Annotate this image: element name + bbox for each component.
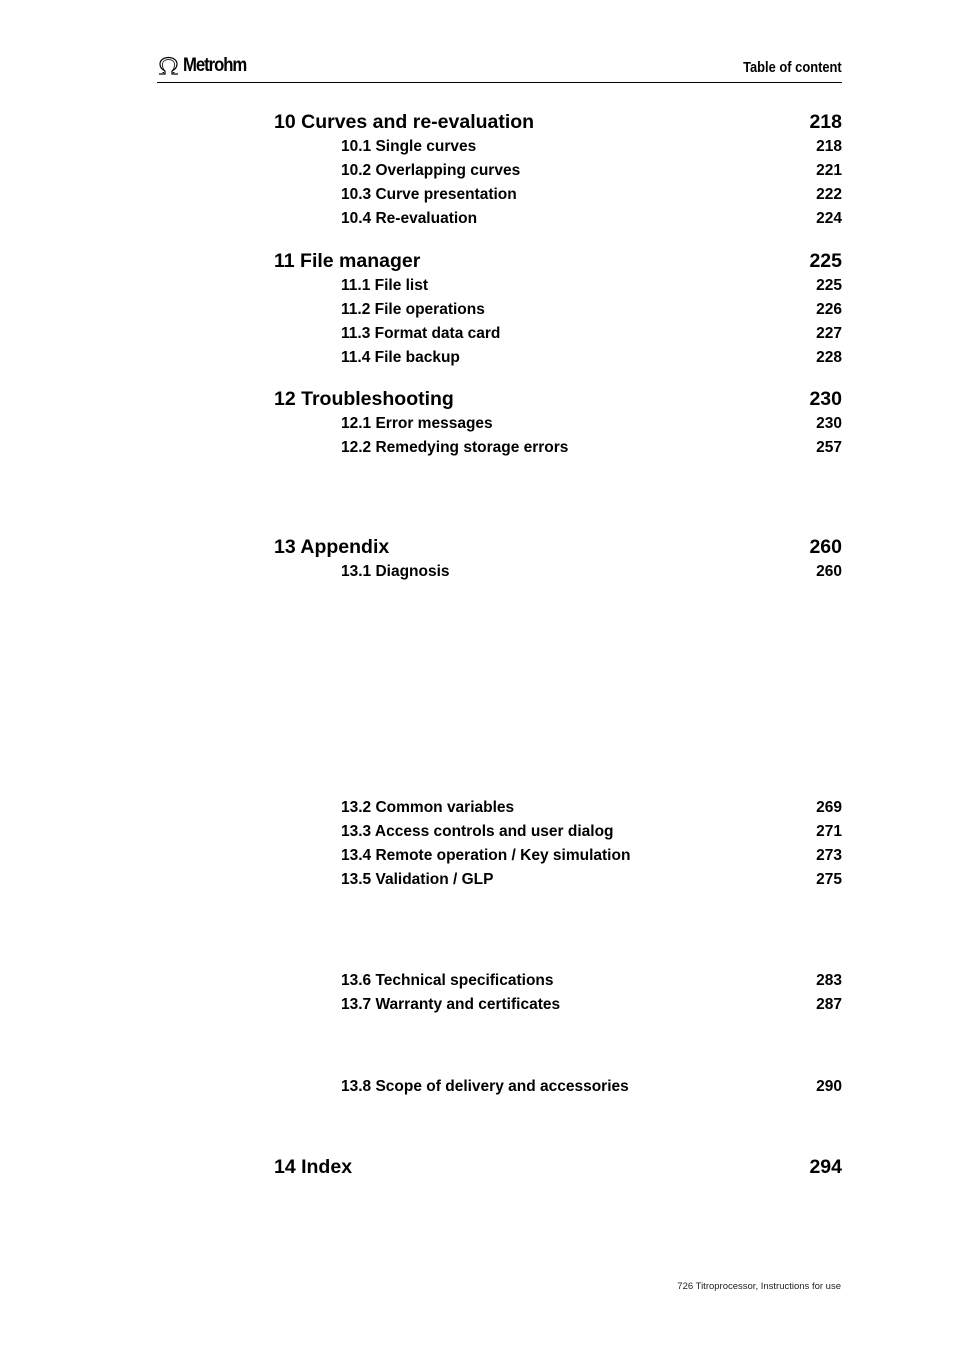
toc-page: 294 bbox=[809, 1156, 842, 1178]
toc-page: 257 bbox=[816, 439, 842, 456]
metrohm-logo-icon bbox=[157, 56, 180, 76]
toc-page: 230 bbox=[816, 415, 842, 432]
toc-page: 269 bbox=[816, 799, 842, 816]
toc-page: 224 bbox=[816, 210, 842, 227]
brand bbox=[157, 56, 255, 76]
toc-title: 11.1 File list bbox=[341, 277, 429, 294]
toc-title: 13.5 Validation / GLP bbox=[341, 871, 494, 888]
header-title: Table of content bbox=[743, 59, 842, 76]
toc-title: 10.2 Overlapping curves bbox=[341, 162, 521, 179]
page-footer: 726 Titroprocessor, Instructions for use bbox=[677, 1281, 841, 1292]
toc-title: 12 Troubleshooting bbox=[274, 388, 454, 410]
toc-page: 225 bbox=[816, 277, 842, 294]
toc-page: 222 bbox=[816, 186, 842, 203]
toc-title: 13.6 Technical specifications bbox=[341, 972, 554, 989]
toc-title: 13.7 Warranty and certificates bbox=[341, 996, 561, 1013]
toc-title: 10.1 Single curves bbox=[341, 138, 477, 155]
toc-page: 225 bbox=[809, 250, 842, 272]
toc-title: 12.2 Remedying storage errors bbox=[341, 439, 569, 456]
toc-page: 260 bbox=[816, 563, 842, 580]
toc-title: 11.3 Format data card bbox=[341, 325, 501, 342]
toc-title: 13.1 Diagnosis bbox=[341, 563, 450, 580]
toc-title: 14 Index bbox=[274, 1156, 353, 1178]
toc-title: 11 File manager bbox=[274, 250, 421, 272]
toc-page: 227 bbox=[816, 325, 842, 342]
toc-page: 221 bbox=[816, 162, 842, 179]
toc-page: 275 bbox=[816, 871, 842, 888]
toc-page: 287 bbox=[816, 996, 842, 1013]
toc-title: 13.4 Remote operation / Key simulation bbox=[341, 847, 631, 864]
toc-page: 230 bbox=[809, 388, 842, 410]
toc-page: 290 bbox=[816, 1078, 842, 1095]
toc-title: 10 Curves and re-evaluation bbox=[274, 111, 535, 133]
toc-page: 228 bbox=[816, 349, 842, 366]
toc-title: 11.2 File operations bbox=[341, 301, 485, 318]
toc-page: 273 bbox=[816, 847, 842, 864]
brand-name: Metrohm bbox=[183, 55, 247, 76]
toc-title: 12.1 Error messages bbox=[341, 415, 493, 432]
toc-page: 218 bbox=[816, 138, 842, 155]
toc-page: 226 bbox=[816, 301, 842, 318]
toc-title: 10.4 Re-evaluation bbox=[341, 210, 478, 227]
toc-title: 10.3 Curve presentation bbox=[341, 186, 517, 203]
toc-title: 11.4 File backup bbox=[341, 349, 460, 366]
page-header bbox=[157, 54, 842, 83]
toc-page: 260 bbox=[809, 536, 842, 558]
toc-title: 13.3 Access controls and user dialog bbox=[341, 823, 614, 840]
toc-title: 13.2 Common variables bbox=[341, 799, 515, 816]
toc-page: 271 bbox=[816, 823, 842, 840]
toc-title: 13.8 Scope of delivery and accessories bbox=[341, 1078, 629, 1095]
toc-page: 218 bbox=[809, 111, 842, 133]
toc-title: 13 Appendix bbox=[274, 536, 390, 558]
toc-page: 283 bbox=[816, 972, 842, 989]
